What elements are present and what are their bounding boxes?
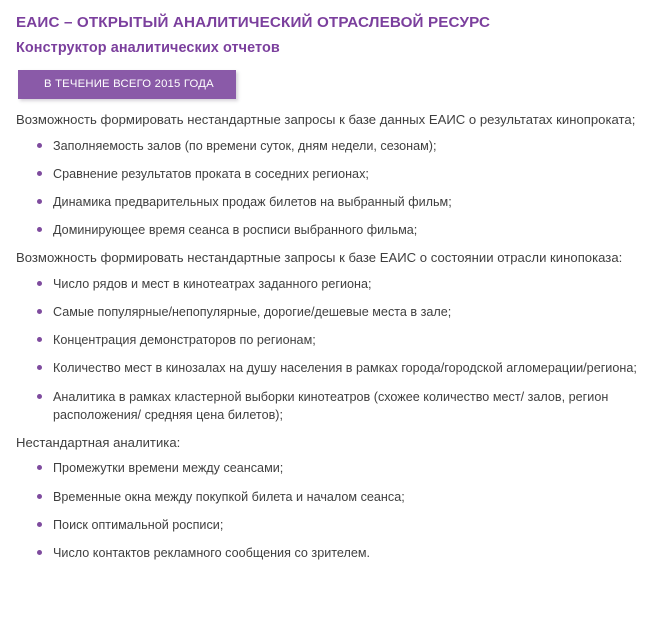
section-intro: Нестандартная аналитика: — [16, 434, 181, 450]
badge-container — [0, 57, 659, 99]
list-item: Число рядов и мест в кинотеатрах заданного региона; — [16, 275, 641, 293]
section-intro: Возможность формировать нестандартные запросы к базе данных ЕАИС о результатах кинопроката; — [16, 112, 636, 128]
section-bullet-list — [16, 137, 641, 240]
list-item: Поиск оптимальной росписи; — [16, 516, 641, 534]
page-title: ЕАИС – ОТКРЫТЫЙ АНАЛИТИЧЕСКИЙ ОТРАСЛЕВОЙ РЕСУРС — [16, 14, 491, 31]
list-item: Динамика предварительных продаж билетов на выбранный фильм; — [16, 193, 641, 211]
list-item: Самые популярные/непопулярные, дорогие/дешевые места в зале; — [16, 303, 641, 321]
section-bullet-list — [16, 459, 641, 562]
list-item: Временные окна между покупкой билета и началом сеанса; — [16, 488, 641, 506]
list-item: Количество мест в кинозалах на душу населения в рамках города/городской агломерации/региона; — [16, 359, 641, 377]
content-body — [0, 99, 659, 562]
section-group-3 — [16, 433, 641, 562]
heading-block — [0, 0, 659, 57]
list-item: Доминирующее время сеанса в росписи выбранного фильма; — [16, 221, 641, 239]
page-subtitle: Конструктор аналитических отчетов — [16, 40, 280, 56]
list-item: Промежутки времени между сеансами; — [16, 459, 641, 477]
list-item: Заполняемость залов (по времени суток, дням недели, сезонам); — [16, 137, 641, 155]
list-item: Сравнение результатов проката в соседних регионах; — [16, 165, 641, 183]
section-group-1 — [16, 110, 641, 239]
period-badge[interactable]: В ТЕЧЕНИЕ ВСЕГО 2015 ГОДА — [18, 70, 236, 99]
list-item: Число контактов рекламного сообщения со зрителем. — [16, 544, 641, 562]
section-group-2 — [16, 248, 641, 423]
list-item: Концентрация демонстраторов по регионам; — [16, 331, 641, 349]
section-bullet-list — [16, 275, 641, 424]
section-intro: Возможность формировать нестандартные запросы к базе ЕАИС о состоянии отрасли кинопоказа: — [16, 250, 623, 266]
list-item: Аналитика в рамках кластерной выборки кинотеатров (схожее количество мест/ залов, регион расположения/ средняя цена билетов); — [16, 388, 641, 424]
